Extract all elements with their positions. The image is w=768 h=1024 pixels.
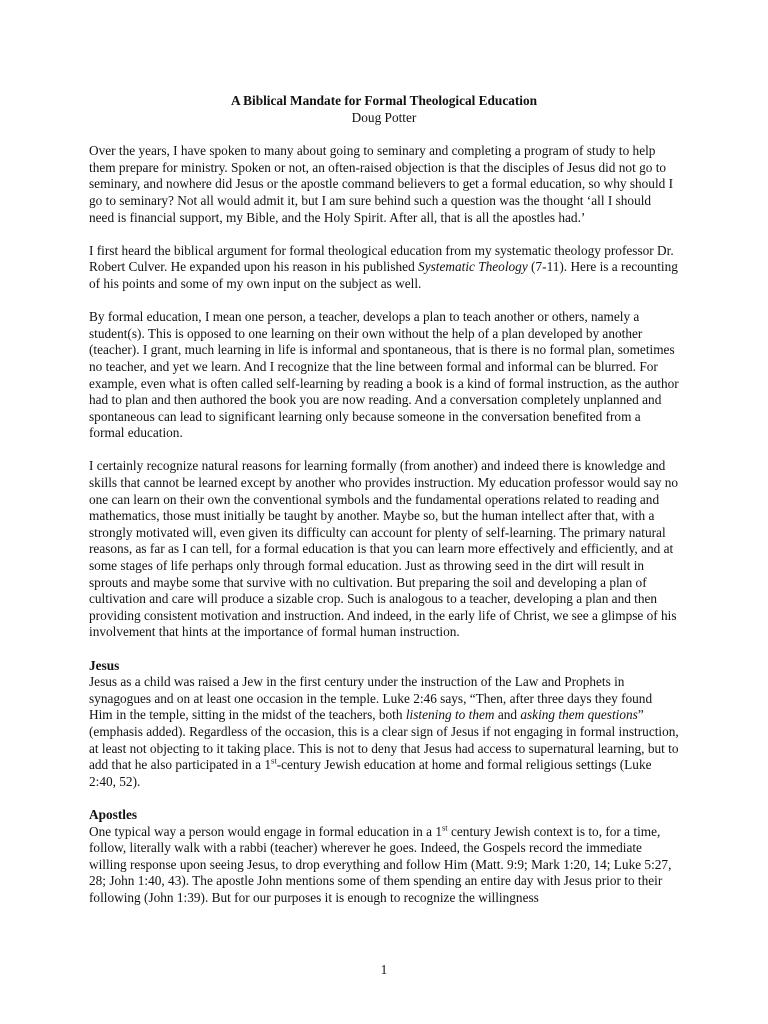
paragraph-text: and (494, 707, 521, 723)
section-heading-apostles: Apostles (89, 806, 138, 822)
paragraph-text: -century Jewish education at home and formal religious settings (Luke 2:40, 52). (89, 757, 652, 789)
paragraph-text: (7-11). Here is a recounting of his points and some of my own input on the subject as well. (89, 259, 678, 291)
paragraph-culver (89, 243, 679, 293)
superscript: st (271, 755, 277, 766)
paragraph-text: Jesus as a child was raised a Jew in the first century under the instruction of the Law and Prophets in synagogues and on at least one occasion in the temple. Luke 2:46 says, “Then, after three days they found Him in the temple, sitting in the midst of the teachers, both (89, 674, 653, 723)
superscript: st (442, 822, 448, 833)
section-jesus (89, 658, 679, 791)
paragraph-text: century Jewish context is to, for a time, follow, literally walk with a rabbi (teacher) wherever he goes. Indeed, the Gospels record the immediate willing response upon seeing Jesus, to drop everything and follow Him (Matt. 9:9; Mark 1:20, 14; Luke 5:27, 28; John 1:40, 43). The apostle John mentions some of them spending an entire day with Jesus prior to their following (John 1:39). But for our purposes it is enough to recognize the willingness (89, 823, 672, 905)
paragraph-natural-reasons (89, 458, 679, 641)
title-block (89, 93, 679, 126)
emphasis-italic: asking them questions (520, 707, 638, 723)
document-author: Doug Potter (351, 109, 417, 125)
document-title: A Biblical Mandate for Formal Theological Education (230, 93, 538, 108)
section-apostles (89, 807, 679, 907)
paragraph-text: Over the years, I have spoken to many about going to seminary and completing a program of study to help them prepare for ministry. Spoken or not, an often-raised objection is that the disciples of Jesus did not go to seminary, and nowhere did Jesus or the apostle command believers to get a formal education, so why should I go to seminary? Not all would admit it, but I am sure behind such a question was the thought ‘all I should need is financial support, my Bible, and the Holy Spirit. After all, that is all the apostles had.’ (89, 143, 674, 225)
section-heading-jesus: Jesus (89, 657, 120, 673)
paragraph-text: I first heard the biblical argument for formal theological education from my systematic theology professor Dr. Robert Culver. He expanded upon his reason in his published (89, 242, 674, 275)
document-body (89, 93, 679, 923)
paragraph-text: ” (emphasis added). Regardless of the occasion, this is a clear sign of Jesus if not engaging in formal instruction, at least not objecting to it taking place. This is not to deny that Jesus had access to supernatural learning, but to add that he also participated in a 1 (89, 707, 679, 773)
page-number: 1 (380, 962, 388, 977)
paragraph-text: By formal education, I mean one person, a teacher, develops a plan to teach another or others, namely a student(s). This is opposed to one learning on their own without the help of a plan developed by another (teacher). I grant, much learning in life is informal and spontaneous, that is there is no formal plan, sometimes no teacher, and yet we learn. And I recognize that the line between formal and informal can be blurred. For example, even what is often called self-learning by reading a book is a kind of formal instruction, as the author had to plan and then authored the book you are now reading. And a conversation completely unplanned and spontaneous can lead to significant learning only because someone in the conversation benefited from a formal education. (89, 309, 679, 441)
paragraph-text: I certainly recognize natural reasons for learning formally (from another) and indeed there is knowledge and skills that cannot be learned except by another who provides instruction. My education professor would say no one can learn on their own the conventional symbols and the fundamental operations related to reading and mathematics, those must initially be taught by another. Maybe so, but the human intellect after that, with a strongly motivated will, even given its difficulty can account for plenty of self-learning. The primary natural reasons, as far as I can tell, for a formal education is that you can learn more effectively and efficiently, and at some stages of life perhaps only through formal education. Just as throwing seed in the dirt will result in sprouts and maybe some that survive with no cultivation. But preparing the soil and developing a plan of cultivation and care will produce a sizable crop. Such is analogous to a teacher, developing a plan and then providing consistent motivation and instruction. And indeed, in the early life of Christ, we see a glimpse of his involvement that hints at the importance of formal human instruction. (89, 458, 678, 640)
book-title-italic: Systematic Theology (418, 259, 528, 275)
paragraph-apostles (89, 824, 679, 907)
paragraph-definition (89, 309, 679, 442)
paragraph-intro (89, 143, 679, 226)
paragraph-text: One typical way a person would engage in formal education in a 1 (89, 823, 442, 839)
paragraph-jesus (89, 674, 679, 790)
emphasis-italic: listening to them (405, 707, 495, 723)
